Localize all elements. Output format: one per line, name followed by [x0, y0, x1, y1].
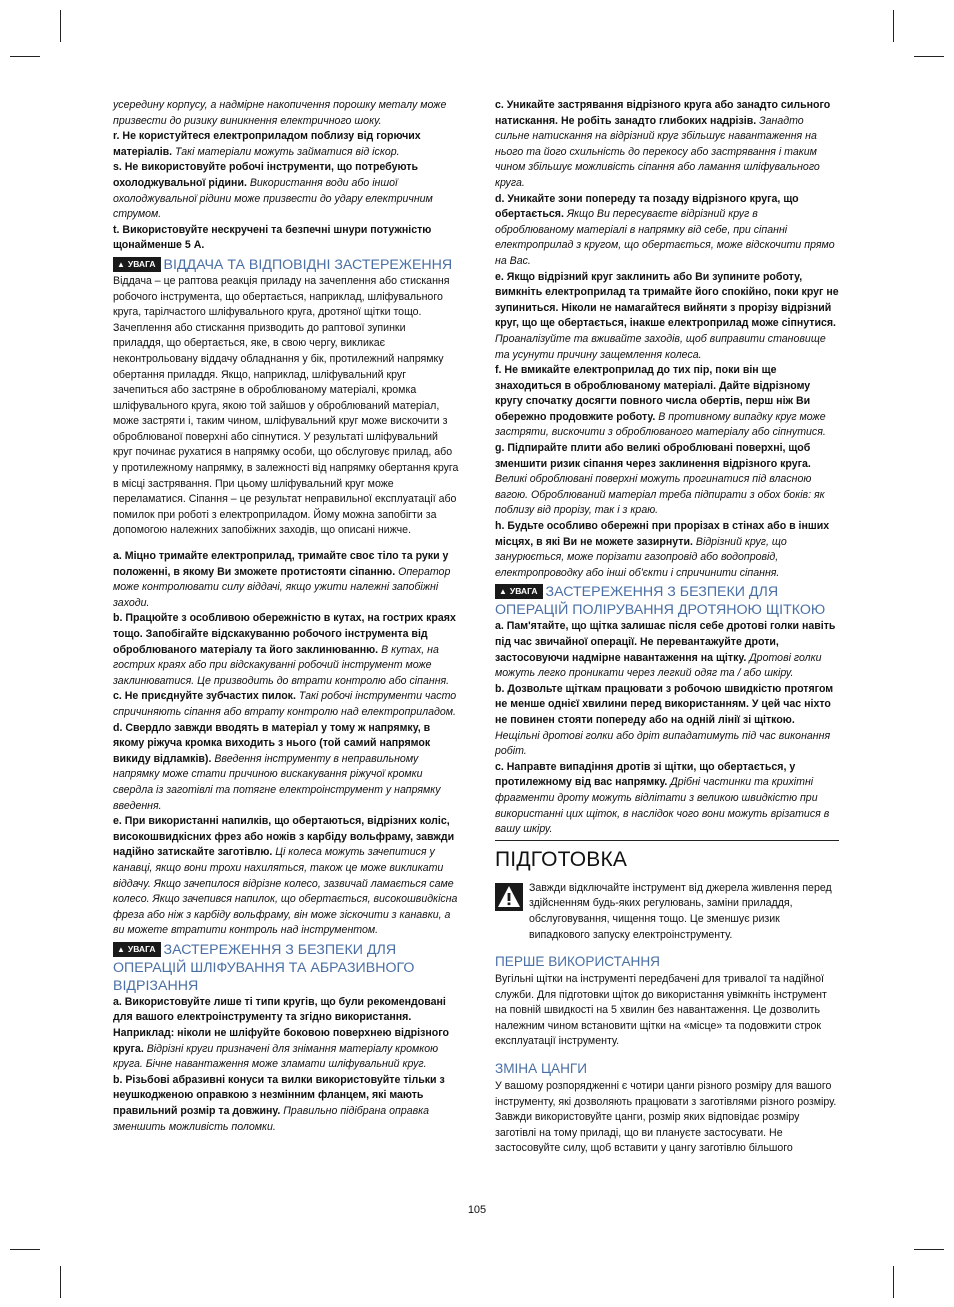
item-b: b. Працюйте з особливою обережністю в кутах, на гострих краях тощо. Запобігайте відскакуванню робочого інструмента від оброблюваного матеріалу та його заклинюванню. В кутах, на гострих краях або при відскакуванні робочий інструмент може заклинюватися. Це призводить до втрати контролю або сіпання. [113, 612, 456, 687]
item-r: r. Не користуйтеся електроприладом поблизу від горючих матеріалів. Такі матеріали можуть займатися від іскор. [113, 130, 421, 158]
crop-mark [893, 10, 894, 42]
item-c: c. Не приєднуйте зубчастих пилок. Такі робочі інструменти часто спричиняють сіпання або втрату контролю над електроприладом. [113, 690, 457, 718]
item-t: t. Використовуйте нескручені та безпечні шнури потужністю щонайменше 5 А. [113, 223, 432, 252]
grinding-item-a: a. Використовуйте лише ті типи кругів, що були рекомендовані для вашого електроінструменту та згідно використання. Наприклад: ніколи не шліфуйте боковою поверхнею відрізного круга. Відрізні круги призначені для знімання матеріалу кромкою круга. Бічне навантаження може зламати шліфувальний круг. [113, 995, 449, 1071]
item-c-right: c. Уникайте застрявання відрізного круга або занадто сильного натискання. Не робіть занадто глибоких надрізів. Занадто сильне натискання на відрізний круг збільшує навантаження на нього та його схильність до перекосу або застрявання і таким чином збільшує можливість сіпання або ламання шліфувального круга. [495, 99, 831, 189]
item-d-right: d. Уникайте зони попереду та позаду відрізного круга, що обертається. Якщо Ви пересуваєте відрізний круг в оброблюваному матеріалі в напрямку від себе, при сіпанні електроприлад з кругом, що обертається, може відскочити прямо на Вас. [495, 192, 835, 267]
crop-mark [10, 1249, 40, 1250]
crop-mark [914, 56, 944, 57]
collet-heading: ЗМІНА ЦАНГИ [495, 1061, 588, 1077]
grinding-item-b: b. Різьбові абразивні конуси та вилки використовуйте тільки з неушкодженою оправкою з незмінним фланцем, які мають правильний розмір та довжину. Правильно підібрана оправка зменшить можливість поломки. [113, 1073, 445, 1133]
page-number: 105 [467, 1204, 487, 1216]
crop-mark [914, 1249, 944, 1250]
item-h-right: h. Будьте особливо обережні при прорізах в стінах або в інших місцях, в які Ви не можете зазирнути. Відрізний круг, що занурюється, може порізати газопровід або водопровід, електропроводку або інші об'єкти і спричинити сіпання. [495, 520, 830, 579]
section-heading-kickback: ▲ УВАГА ВІДДАЧА ТА ВІДПОВІДНІ ЗАСТЕРЕЖЕННЯ [113, 256, 459, 274]
warning-badge: ▲ УВАГА [113, 942, 161, 957]
crop-mark [60, 1266, 61, 1298]
item-s: s. Не використовуйте робочі інструменти, що потребують охолоджувальної рідини. Використання води або іншої охолоджувальної рідини може призвести до удару електричним струмом. [113, 161, 433, 221]
brush-item-b: b. Дозвольте щіткам працювати з робочою швидкістю протягом не менше однієї хвилини перед використанням. У цей час ніхто не повинен стояти попереду або на одній лінії зі щіткою. Нещільні дротові голки або дріт випадатимуть під час виконання робіт. [495, 682, 834, 758]
left-column [113, 98, 459, 1135]
right-column [495, 98, 839, 1157]
first-use-heading: ПЕРШЕ ВИКОРИСТАННЯ [495, 954, 660, 970]
item-e-right: e. Якщо відрізний круг заклинить або Ви зупините роботу, вимкніть електроприлад та тримайте його спокійно, поки круг не зупиниться. Ніколи не намагайтеся вийняти з прорізу відрізний круг, що ще обертається, інакше електроприлад може сіпнутися. Проаналізуйте та вживайте заходів, щоб виправити становище та усунути причину защемлення колеса. [495, 270, 839, 361]
brush-item-c: c. Направте випадіння дротів зі щітки, що обертається, у протилежному від вас напрямку. Дрібні частинки та крихітні фрагменти дроту можуть відлітати з великою швидкістю при використанні цих щіток, в наслідок чого вони можуть врізатися в вашу шкіру. [495, 760, 830, 836]
crop-mark [893, 1266, 894, 1298]
item-a: a. Міцно тримайте електроприлад, тримайте своє тіло та руки у положенні, в якому Ви зможете протистояти сіпанню. Оператор може контролювати силу віддачі, якщо ужити належні запобіжні заходи. [113, 550, 451, 609]
item-g-right: g. Підпирайте плити або великі оброблювані поверхні, щоб зменшити ризик сіпання через заклинення відрізного круга. Великі оброблювані поверхні можуть прогинатися під власною вагою. Оброблюваний матеріал треба підпирати з обох боків: як поблизу від прорізу, так і з краю. [495, 442, 825, 517]
warning-triangle-icon: ▲ [499, 587, 507, 597]
collet-paragraph: У вашому розпорядженні є чотири цанги різного розміру для вашого інструменту, які дозволяють працювати з заготівлями різного розміру. Завжди використовуйте цанги, розмір яких відповідає розміру заготівлі на тому приладі, що ви плануєте застосувати. Не застосовуйте силу, щоб вставити у цангу заготівлю більшого [495, 1080, 837, 1155]
spacer [113, 539, 459, 549]
section-heading-grinding: ▲ УВАГА ЗАСТЕРЕЖЕННЯ З БЕЗПЕКИ ДЛЯ ОПЕРАЦІЙ ШЛІФУВАННЯ ТА АБРАЗИВНОГО ВІДРІЗАННЯ [113, 941, 415, 994]
first-use-paragraph: Вугільні щітки на інструменті передбачені для тривалої та надійної служби. Для підготовки щіток до використання увімкніть інструмент на повній швидкості на 5 хвилин без навантаження. Це дозволить належним чином встановити щітки на «місце» та подовжити строк експлуатації інструменту. [495, 973, 827, 1048]
intro-text: усередину корпусу, а надмірне накопичення порошку металу може призвести до ризику виникнення електричного шоку. [113, 99, 447, 127]
section-heading-wire-brush: ▲ УВАГА ЗАСТЕРЕЖЕННЯ З БЕЗПЕКИ ДЛЯ ОПЕРАЦІЙ ПОЛІРУВАННЯ ДРОТЯНОЮ ЩІТКОЮ [495, 584, 826, 619]
kickback-paragraph: Віддача – це раптова реакція приладу на зачеплення або стискання робочого інструмента, що обертається, наприклад, шліфувального круга, тарілчастого шліфувального круга, дротяної щітки тощо. Зачеплення або стискання призводить до раптової зупинки приладдя, що обертається, яке, в свою чергу, викликає неконтрольовану віддачу обладнання у бік, протилежний напрямку обертання приладдя. Якщо, наприклад, шліфувальний круг зачепиться або застряне в оброблюваному матеріалі, кромка шліфувального круга, якою той зайшов у оброблюваний матеріал, може застряти і, таким чином, шліфувальний круг може вискочити з оброблюваної поверхні або сіпнутися. У результаті шліфувальний круг починає рухатися в напрямку особи, що обслуговує прилад, або у протилежному напрямку, в залежності від напрямку обертання круга в місці застрявання. При цьому шліфувальний круг може переламатися. Сіпання – це результат неправильної експлуатації або помилок при роботі з електроприладом. Йому можна запобігти за допомогою належних запобіжних заходів, що описані нижче. [113, 274, 459, 537]
preparation-warning-text: Завжди відключайте інструмент від джерела живлення перед здійсненням будь-яких регулювань, заміни приладдя, обслуговування, чищення тощо. Це зменшує ризик випадкового запуску електроінструменту. [529, 881, 832, 941]
preparation-warning [495, 881, 839, 943]
item-e: e. При використанні напилків, що обертаються, відрізних коліс, високошвидкісних фрез або ножів з карбіду вольфраму, завжди надійно затискайте заготівлю. Ці колеса можуть зачепитися у канавці, якщо вони трохи нахиляться, також це може викликати віддачу. Якщо зачепилося відрізне колесо, зазвичай ламається саме колесо. Якщо зачепився напилок, що обертається, високошвидкісна фреза або ніж з карбіду вольфраму, він може зіскочити з канавки, а ви можете втратити контроль над інструментом. [113, 815, 458, 937]
section-divider [495, 840, 839, 841]
item-f-right: f. Не вмикайте електроприлад до тих пір, поки він ще знаходиться в оброблюваному матеріалі. Дайте відрізному кругу спочатку досягти повного числа обертів, перш ніж Ви обережно продовжите роботу. В противному випадку круг може застряти, вискочити з оброблюваного матеріалу або сіпнутися. [495, 364, 826, 439]
crop-mark [10, 56, 40, 57]
item-d: d. Свердло завжди вводять в матеріал у тому ж напрямку, в якому ріжуча кромка виходить з нього (той самий напрямок викиду відламків). Введення інструменту в неправильному напрямку може стати причиною вискакування ріжучої кромки свердла із заготівлі та потягне електроінструмент у напрямку введення. [113, 721, 441, 812]
brush-item-a: a. Пам'ятайте, що щітка залишає після себе дротові голки навіть під час звичайної операції. Не перевантажуйте дроти, застосовуючи надмірне навантаження на щітку. Дротові голки можуть легко проникати через легкий одяг та / або шкіру. [495, 620, 836, 680]
crop-mark [60, 10, 61, 42]
warning-sign-icon [495, 883, 523, 911]
warning-badge: ▲ УВАГА [495, 584, 543, 599]
preparation-title: ПІДГОТОВКА [495, 847, 628, 871]
warning-triangle-icon: ▲ [117, 259, 125, 269]
warning-badge: ▲ УВАГА [113, 257, 161, 272]
warning-triangle-icon: ▲ [117, 944, 125, 954]
